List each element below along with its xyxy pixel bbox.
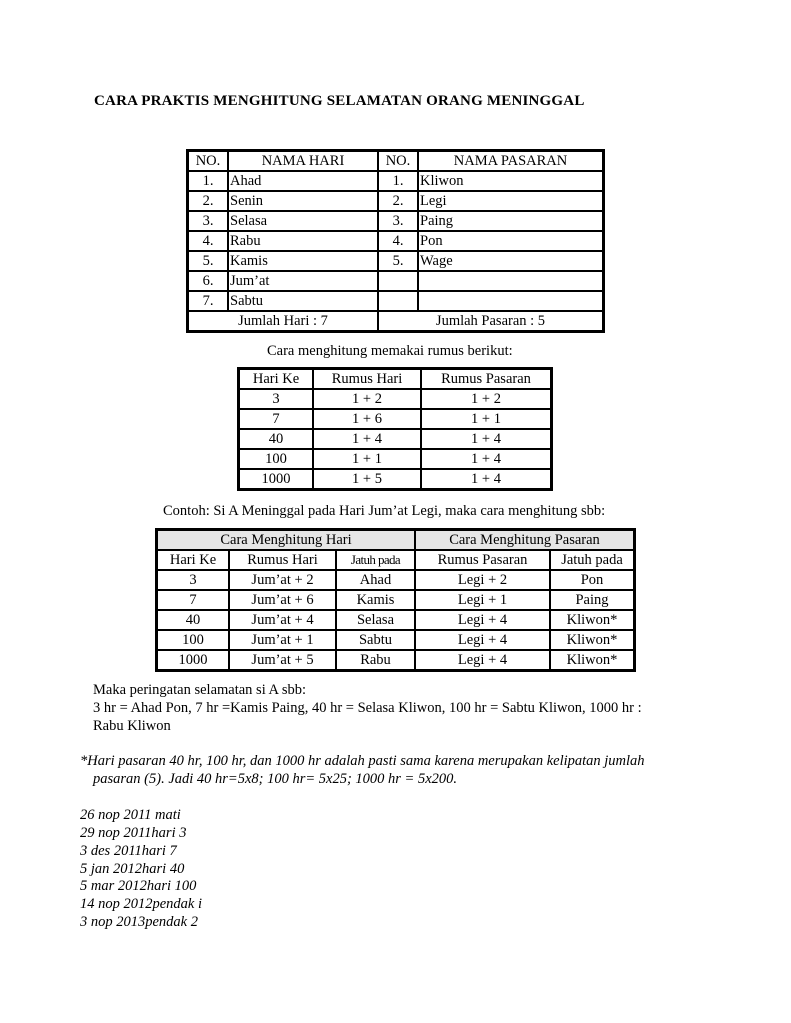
cell: 7 xyxy=(157,590,229,610)
header-hari-ke: Hari Ke xyxy=(157,550,229,570)
cell: 5. xyxy=(188,251,228,271)
cell: 5. xyxy=(378,251,418,271)
hari-pasaran-table xyxy=(186,149,605,333)
cell: 3 xyxy=(239,389,313,409)
list-item: 5 mar 2012hari 100 xyxy=(80,878,197,894)
cell: 100 xyxy=(239,449,313,469)
group-hari: Cara Menghitung Hari xyxy=(157,530,415,550)
table-row xyxy=(239,429,551,449)
cell: 1 + 1 xyxy=(313,449,421,469)
header-hari-ke: Hari Ke xyxy=(239,369,313,389)
header-rumus-pasaran: Rumus Pasaran xyxy=(421,369,551,389)
cell: Kliwon* xyxy=(550,630,634,650)
list-item: 29 nop 2011hari 3 xyxy=(80,825,187,841)
cell: Paing xyxy=(550,590,634,610)
table-header-row xyxy=(157,550,634,570)
cell: Selasa xyxy=(228,211,378,231)
table-row xyxy=(188,231,603,251)
table-row xyxy=(239,469,551,489)
cell: Jum’at + 6 xyxy=(229,590,336,610)
jumlah-pasaran: Jumlah Pasaran : 5 xyxy=(378,311,603,331)
cell: Jum’at + 5 xyxy=(229,650,336,670)
cell: Wage xyxy=(418,251,603,271)
cell: Kliwon xyxy=(418,171,603,191)
cell: Paing xyxy=(418,211,603,231)
cell: Sabtu xyxy=(228,291,378,311)
contoh-intro: Contoh: Si A Meninggal pada Hari Jum’at Legi, maka cara menghitung sbb: xyxy=(163,503,606,519)
cell: Jum’at xyxy=(228,271,378,291)
table-row xyxy=(157,590,634,610)
cell: Pon xyxy=(550,570,634,590)
header-rumus-hari: Rumus Hari xyxy=(229,550,336,570)
cell xyxy=(378,271,418,291)
cell: 3. xyxy=(378,211,418,231)
header-no-hari: NO. xyxy=(188,151,228,171)
cell: 1 + 2 xyxy=(421,389,551,409)
header-jatuh-pada-hari: Jatuh pada xyxy=(336,550,415,570)
cell: Legi xyxy=(418,191,603,211)
cell: 40 xyxy=(239,429,313,449)
cell: Ahad xyxy=(336,570,415,590)
cell: 100 xyxy=(157,630,229,650)
table-row xyxy=(157,610,634,630)
table-row xyxy=(239,389,551,409)
cell: Legi + 2 xyxy=(415,570,550,590)
cell: 1000 xyxy=(239,469,313,489)
cell: Legi + 1 xyxy=(415,590,550,610)
cell: 4. xyxy=(188,231,228,251)
summary-line-1: Maka peringatan selamatan si A sbb: xyxy=(93,682,307,698)
list-item: 3 des 2011hari 7 xyxy=(80,843,177,859)
header-jatuh-pada-pasaran: Jatuh pada xyxy=(550,550,634,570)
cell: 7 xyxy=(239,409,313,429)
cell: Jum’at + 2 xyxy=(229,570,336,590)
cell: 1000 xyxy=(157,650,229,670)
cell: 4. xyxy=(378,231,418,251)
cell: Pon xyxy=(418,231,603,251)
table-row xyxy=(188,271,603,291)
header-rumus-pasaran: Rumus Pasaran xyxy=(415,550,550,570)
group-pasaran: Cara Menghitung Pasaran xyxy=(415,530,634,550)
cell: 1. xyxy=(188,171,228,191)
cell: Selasa xyxy=(336,610,415,630)
cell: 1 + 1 xyxy=(421,409,551,429)
table-row xyxy=(188,251,603,271)
cell: Ahad xyxy=(228,171,378,191)
cell: Rabu xyxy=(228,231,378,251)
page-title: CARA PRAKTIS MENGHITUNG SELAMATAN ORANG MENINGGAL xyxy=(94,93,585,109)
table-header-row xyxy=(239,369,551,389)
summary-line-3: Rabu Kliwon xyxy=(93,718,171,734)
cell: 1 + 2 xyxy=(313,389,421,409)
table-group-header-row xyxy=(157,530,634,550)
cell: 2. xyxy=(378,191,418,211)
cell: Legi + 4 xyxy=(415,630,550,650)
cell: Kliwon* xyxy=(550,610,634,630)
cell: 1 + 6 xyxy=(313,409,421,429)
header-no-pasaran: NO. xyxy=(378,151,418,171)
note-line-1: *Hari pasaran 40 hr, 100 hr, dan 1000 hr adalah pasti sama karena merupakan kelipatan jumlah xyxy=(80,753,645,769)
header-rumus-hari: Rumus Hari xyxy=(313,369,421,389)
table-footer-row xyxy=(188,311,603,331)
cell: Kliwon* xyxy=(550,650,634,670)
list-item: 26 nop 2011 mati xyxy=(80,807,181,823)
rumus-table xyxy=(237,367,553,491)
cell: 3. xyxy=(188,211,228,231)
table-row xyxy=(188,191,603,211)
list-item: 14 nop 2012pendak i xyxy=(80,896,203,912)
table-row xyxy=(188,171,603,191)
cell: Rabu xyxy=(336,650,415,670)
summary-line-2: 3 hr = Ahad Pon, 7 hr =Kamis Paing, 40 hr = Selasa Kliwon, 100 hr = Sabtu Kliwon, 1000 hr : xyxy=(93,700,642,716)
cell xyxy=(418,271,603,291)
cell: 1 + 5 xyxy=(313,469,421,489)
jumlah-hari: Jumlah Hari : 7 xyxy=(188,311,378,331)
cell: Jum’at + 4 xyxy=(229,610,336,630)
cell: Kamis xyxy=(228,251,378,271)
cell xyxy=(378,291,418,311)
list-item: 5 jan 2012hari 40 xyxy=(80,861,185,877)
cell: 40 xyxy=(157,610,229,630)
header-nama-hari: NAMA HARI xyxy=(228,151,378,171)
table-row xyxy=(239,449,551,469)
cell: 3 xyxy=(157,570,229,590)
table-row xyxy=(188,291,603,311)
list-item: 3 nop 2013pendak 2 xyxy=(80,914,198,930)
cell: Sabtu xyxy=(336,630,415,650)
cell: Senin xyxy=(228,191,378,211)
contoh-table xyxy=(155,528,636,672)
table-row xyxy=(157,650,634,670)
cell: Jum’at + 1 xyxy=(229,630,336,650)
note-line-2: pasaran (5). Jadi 40 hr=5x8; 100 hr= 5x25; 1000 hr = 5x200. xyxy=(93,771,458,787)
cell: Kamis xyxy=(336,590,415,610)
rumus-intro: Cara menghitung memakai rumus berikut: xyxy=(267,343,513,359)
table-header-row xyxy=(188,151,603,171)
cell: 1 + 4 xyxy=(421,469,551,489)
table-row xyxy=(157,570,634,590)
cell: 1. xyxy=(378,171,418,191)
cell: 2. xyxy=(188,191,228,211)
cell: 1 + 4 xyxy=(421,449,551,469)
header-nama-pasaran: NAMA PASARAN xyxy=(418,151,603,171)
cell: 6. xyxy=(188,271,228,291)
cell: 1 + 4 xyxy=(313,429,421,449)
cell: Legi + 4 xyxy=(415,650,550,670)
cell xyxy=(418,291,603,311)
table-row xyxy=(188,211,603,231)
cell: Legi + 4 xyxy=(415,610,550,630)
table-row xyxy=(157,630,634,650)
cell: 7. xyxy=(188,291,228,311)
cell: 1 + 4 xyxy=(421,429,551,449)
table-row xyxy=(239,409,551,429)
